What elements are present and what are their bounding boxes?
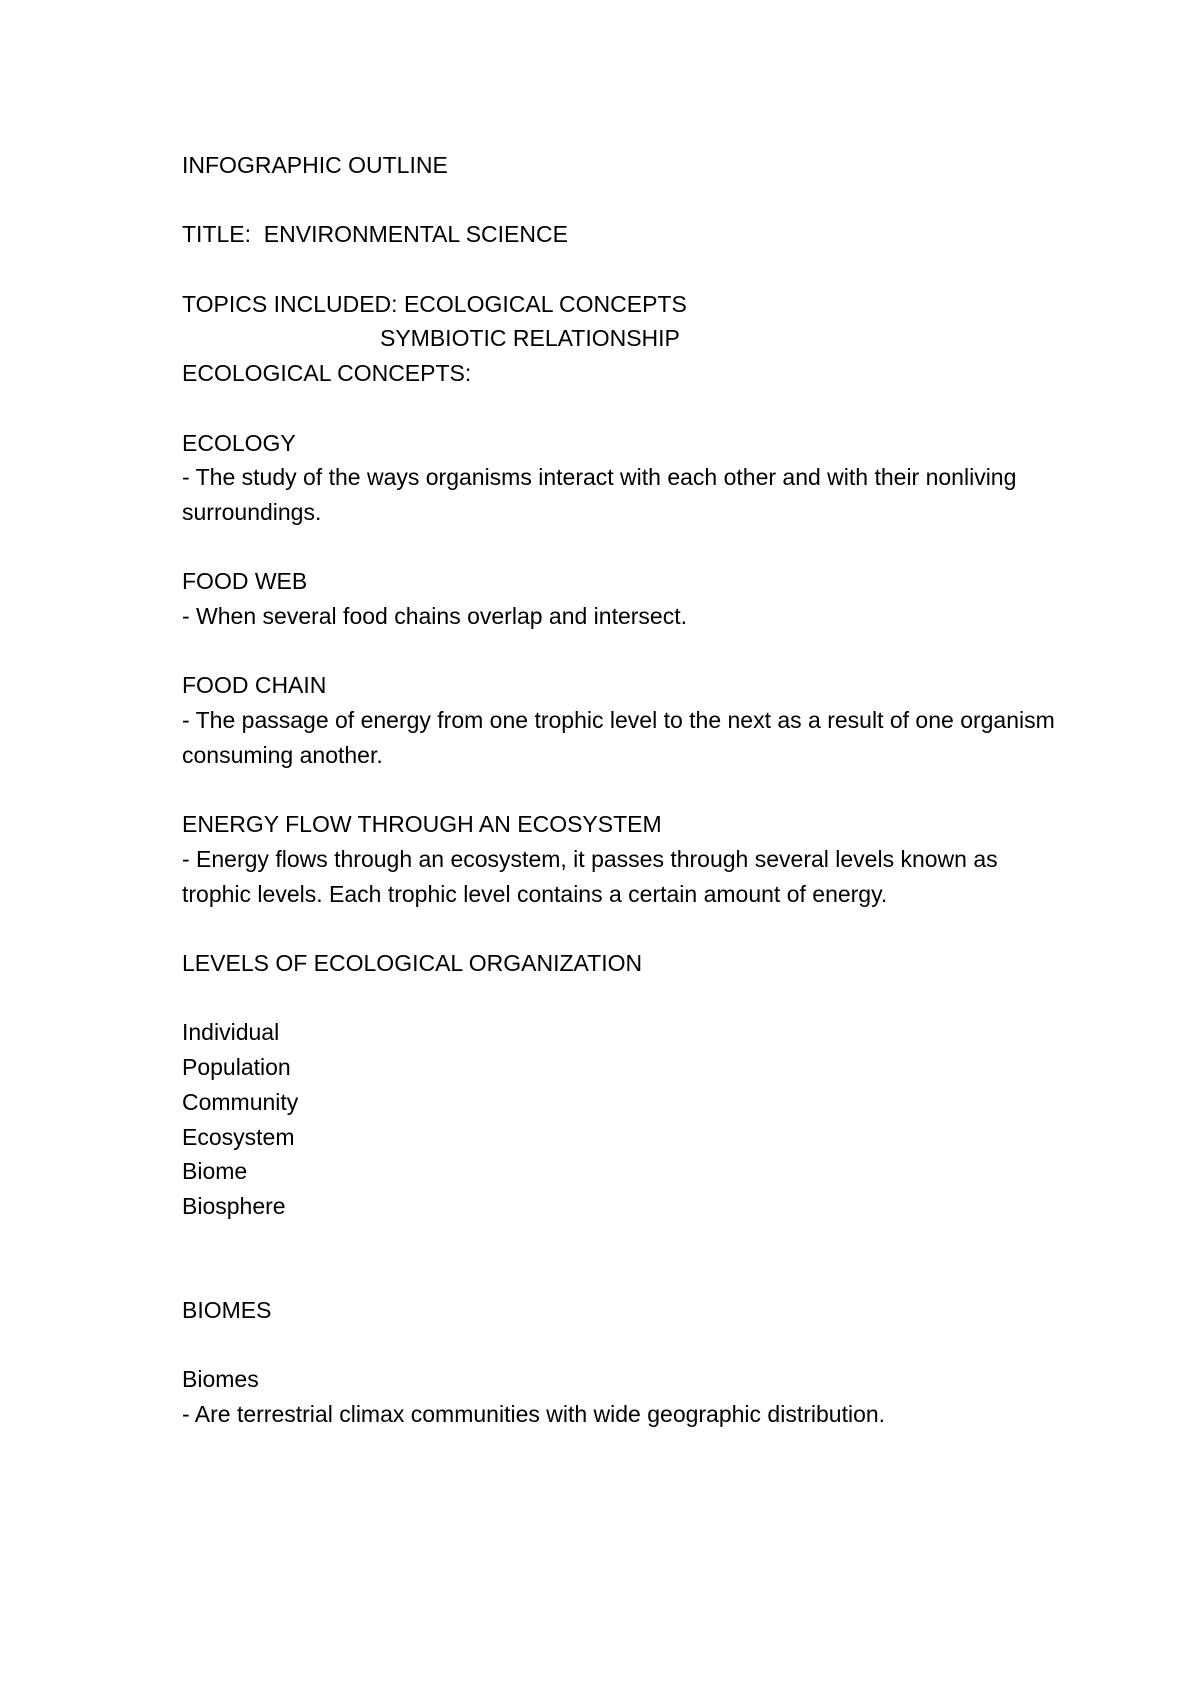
section-term: ENERGY FLOW THROUGH AN ECOSYSTEM — [182, 811, 662, 838]
section-food-chain — [182, 668, 1062, 772]
spacer — [182, 530, 1062, 565]
section-term: ECOLOGY — [182, 429, 296, 456]
spacer — [182, 634, 1062, 669]
list-item: Ecosystem — [182, 1123, 295, 1150]
section-energy-flow — [182, 807, 1062, 911]
spacer — [182, 773, 1062, 808]
section-term: FOOD WEB — [182, 568, 308, 595]
section-biomes — [182, 1362, 1062, 1431]
topics-second-line: SYMBIOTIC RELATIONSHIP — [380, 325, 680, 352]
list-item: Community — [182, 1088, 299, 1115]
list-item: Individual — [182, 1019, 280, 1046]
section-ecology — [182, 426, 1062, 530]
spacer — [182, 911, 1062, 946]
document-body — [182, 148, 1062, 1432]
levels-list — [182, 1015, 1062, 1223]
spacer — [182, 1258, 1062, 1293]
ecological-concepts-heading: ECOLOGICAL CONCEPTS: — [182, 360, 472, 387]
section-definition: - The study of the ways organisms interact with each other and with their nonliving surroundings. — [182, 464, 1017, 525]
title-line: TITLE: ENVIRONMENTAL SCIENCE — [182, 221, 568, 248]
section-definition: - When several food chains overlap and intersect. — [182, 603, 687, 630]
spacer — [182, 1224, 1062, 1259]
spacer — [182, 252, 1062, 287]
section-definition: - Energy flows through an ecosystem, it passes through several levels known as trophic levels. Each trophic level contains a certain amount of energy. — [182, 845, 998, 907]
section-term: FOOD CHAIN — [182, 672, 327, 699]
list-item: Biome — [182, 1158, 248, 1185]
biomes-heading: BIOMES — [182, 1297, 272, 1324]
spacer — [182, 1328, 1062, 1363]
section-term: Biomes — [182, 1366, 259, 1393]
section-definition: - The passage of energy from one trophic level to the next as a result of one organism consuming another. — [182, 707, 1055, 768]
spacer — [182, 183, 1062, 218]
levels-heading: LEVELS OF ECOLOGICAL ORGANIZATION — [182, 950, 643, 977]
outline-heading: INFOGRAPHIC OUTLINE — [182, 152, 448, 178]
spacer — [182, 391, 1062, 426]
topics-line: TOPICS INCLUDED: ECOLOGICAL CONCEPTS — [182, 290, 687, 317]
list-item: Biosphere — [182, 1192, 286, 1219]
section-food-web — [182, 564, 1062, 633]
spacer — [182, 981, 1062, 1016]
list-item: Population — [182, 1054, 291, 1081]
section-definition: - Are terrestrial climax communities with wide geographic distribution. — [182, 1401, 886, 1428]
